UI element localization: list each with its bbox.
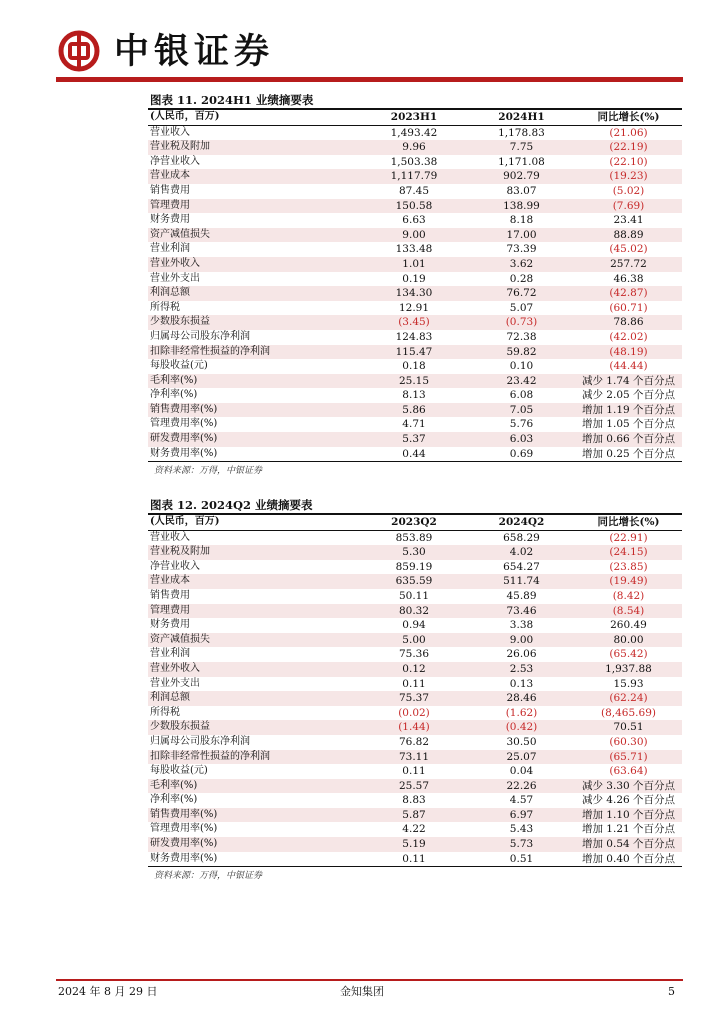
cell-value: 25.07 [468,750,575,765]
cell-value: 76.82 [398,735,430,748]
cell-value: 80.00 [575,633,682,648]
cell-value: 0.10 [509,360,534,373]
row-label: 净营业收入 [150,155,200,167]
row-label: 营业利润 [150,243,190,255]
column-header: 2024H1 [468,110,575,125]
cell-value: 46.38 [613,272,644,285]
cell-value: (0.42) [468,720,575,735]
cell-value: 902.79 [468,169,575,184]
table-row [148,808,682,823]
table-row [148,706,682,721]
cell-value: 5.37 [360,432,468,447]
table-row [148,374,682,389]
cell-value: (62.24) [575,691,682,706]
cell-value: 5.19 [360,837,468,852]
cell-value: 0.51 [509,852,534,865]
footer-date: 2024 年 8 月 29 日 [58,985,158,998]
cell-value: 5.73 [468,837,575,852]
row-label: 每股收益(元) [150,360,208,372]
table-row [148,417,682,432]
cell-value: 78.86 [575,315,682,330]
cell-value: (22.19) [575,140,682,155]
table-row [148,140,682,155]
row-label: 营业外收入 [148,662,360,677]
row-label: 营业成本 [148,574,360,589]
row-label: 财务费用率(%) [150,447,218,459]
table-row [148,589,682,604]
table-row [148,822,682,837]
cell-value: 4.71 [402,418,426,431]
row-label: 管理费用 [148,604,360,619]
cell-value: (22.91) [609,531,648,544]
table-title: 图表 12. 2024Q2 业绩摘要表 [150,498,313,512]
cell-value: 30.50 [506,735,537,748]
row-label: 营业成本 [148,169,360,184]
cell-value: 8.18 [509,214,534,227]
cell-value: 4.57 [509,794,534,807]
table-section-2024h1 [148,92,682,478]
cell-value: (1.44) [360,720,468,735]
table-row [148,691,682,706]
table-section-2024q2 [148,497,682,883]
row-label: 营业收入 [150,126,190,138]
table-row [148,633,682,648]
cell-value: 0.11 [402,852,426,865]
cell-value: 5.76 [509,418,534,431]
cell-value: 859.19 [395,560,433,573]
cell-value: 减少 2.05 个百分点 [581,389,676,402]
cell-value: 6.63 [402,214,426,227]
row-label: 每股收益(元) [150,765,208,777]
row-label: 少数股东损益 [148,315,360,330]
column-header: 2023H1 [360,110,468,125]
cell-value: (1.62) [505,706,538,719]
cell-value: 增加 1.21 个百分点 [581,823,676,836]
cell-value: 0.18 [402,360,426,373]
source-note: 资料来源：万得，中银证券 [154,466,263,477]
cell-value: 0.28 [509,272,534,285]
cell-value: (8.54) [575,604,682,619]
row-label: 归属母公司股东净利润 [150,330,250,342]
cell-value: 87.45 [398,184,430,197]
table-row [148,286,682,301]
column-header: (人民币，百万) [148,515,360,530]
cell-value: 1,171.08 [498,155,545,168]
row-label: 研发费用率(%) [148,837,360,852]
table-row [148,764,682,779]
row-label: 扣除非经常性损益的净利润 [148,750,360,765]
row-label: 净利率(%) [150,389,198,401]
column-header: 同比增长(%) [575,110,682,125]
cell-value: 28.46 [468,691,575,706]
cell-value: 1,937.88 [575,662,682,677]
cell-value: 115.47 [360,345,468,360]
row-label: 资产减值损失 [148,633,360,648]
cell-value: (65.42) [609,648,648,661]
cell-value: 133.48 [395,243,433,256]
cell-value: 5.86 [360,403,468,418]
cell-value: 25.15 [360,374,468,389]
cell-value: (8,465.69) [601,706,656,719]
cell-value: 减少 4.26 个百分点 [581,794,676,807]
cell-value: 50.11 [398,589,430,602]
column-header: 2023Q2 [360,515,468,530]
table-row [148,574,682,589]
column-header: 同比增长(%) [575,515,682,530]
cell-value: 26.06 [506,648,537,661]
table-row [148,530,682,545]
cell-value: 5.07 [509,301,534,314]
cell-value: 76.72 [468,286,575,301]
row-label: 归属母公司股东净利润 [150,735,250,747]
cell-value: 12.91 [398,301,430,314]
row-label: 销售费用率(%) [148,403,360,418]
table-title: 图表 11. 2024H1 业绩摘要表 [150,93,314,107]
cell-value: 减少 3.30 个百分点 [575,779,682,794]
row-label: 净营业收入 [150,560,200,572]
cell-value: 5.00 [360,633,468,648]
cell-value: (21.06) [609,126,648,139]
row-label: 财务费用 [150,214,190,226]
cell-value: 80.32 [360,604,468,619]
cell-value: 增加 0.54 个百分点 [575,837,682,852]
row-label: 利润总额 [148,691,360,706]
table-header-row [148,110,682,125]
row-label: 毛利率(%) [148,374,360,389]
row-label: 管理费用率(%) [150,823,218,835]
cell-value: 0.19 [402,272,426,285]
table-row [148,852,682,867]
cell-value: 0.44 [402,447,426,460]
table-row [148,837,682,852]
table-row [148,720,682,735]
row-label: 营业利润 [150,648,190,660]
cell-value: (44.44) [609,360,648,373]
cell-value: 增加 1.10 个百分点 [575,808,682,823]
cell-value: 6.08 [509,389,534,402]
table-row [148,213,682,228]
table-row [148,447,682,462]
cell-value: (7.69) [575,199,682,214]
table-row [148,272,682,287]
cell-value: (19.23) [575,169,682,184]
cell-value: 9.00 [360,228,468,243]
cell-value: (23.85) [609,560,648,573]
cell-value: 73.39 [506,243,537,256]
cell-value: 134.30 [360,286,468,301]
cell-value: 5.30 [360,545,468,560]
cell-value: 25.57 [360,779,468,794]
cell-value: 增加 1.19 个百分点 [575,403,682,418]
table-row [148,242,682,257]
row-label: 营业外支出 [150,272,200,284]
table-row [148,330,682,345]
cell-value: 增加 0.40 个百分点 [581,852,676,865]
cell-value: 17.00 [468,228,575,243]
cell-value: 5.43 [509,823,534,836]
row-label: 毛利率(%) [148,779,360,794]
cell-value: 1,503.38 [390,155,438,168]
cell-value: (63.64) [609,765,648,778]
table-bottom-rule [148,866,682,867]
footer-company: 金知集团 [340,985,384,998]
cell-value: 138.99 [468,199,575,214]
cell-value: 0.04 [509,765,534,778]
row-label: 少数股东损益 [148,720,360,735]
cell-value: 减少 1.74 个百分点 [575,374,682,389]
cell-value: (60.71) [609,301,648,314]
cell-value: 0.69 [509,447,534,460]
cell-value: 1.01 [360,257,468,272]
cell-value: 7.75 [468,140,575,155]
table-row [148,662,682,677]
cell-value: 8.13 [402,389,426,402]
cell-value: 0.94 [402,619,426,632]
row-label: 利润总额 [148,286,360,301]
row-label: 资产减值损失 [148,228,360,243]
cell-value: 2.53 [468,662,575,677]
table-row [148,793,682,808]
cell-value: 3.38 [509,619,534,632]
table-row [148,359,682,374]
row-label: 营业税及附加 [148,545,360,560]
table-header-row [148,515,682,530]
table-row [148,403,682,418]
row-label: 营业外支出 [150,677,200,689]
table-row [148,647,682,662]
row-label: 扣除非经常性损益的净利润 [148,345,360,360]
cell-value: 9.00 [468,633,575,648]
cell-value: 83.07 [506,184,537,197]
cell-value: 1,178.83 [498,126,545,139]
table-row [148,301,682,316]
row-label: 销售费用率(%) [148,808,360,823]
cell-value: 增加 0.25 个百分点 [581,447,676,460]
cell-value: (3.45) [360,315,468,330]
table-row [148,560,682,575]
cell-value: (24.15) [575,545,682,560]
cell-value: (8.42) [612,589,645,602]
row-label: 营业收入 [150,531,190,543]
cell-value: 73.46 [468,604,575,619]
column-header: 2024Q2 [468,515,575,530]
cell-value: 73.11 [360,750,468,765]
cell-value: (65.71) [575,750,682,765]
cell-value: 5.87 [360,808,468,823]
header-rule [56,77,683,82]
cell-value: 511.74 [468,574,575,589]
table-row [148,604,682,619]
cell-value: 23.42 [468,374,575,389]
cell-value: 72.38 [506,330,537,343]
table-row [148,750,682,765]
cell-value: 70.51 [575,720,682,735]
row-label: 财务费用率(%) [150,852,218,864]
cell-value: 6.97 [468,808,575,823]
cell-value: (48.19) [575,345,682,360]
cell-value: 6.03 [468,432,575,447]
table-row [148,388,682,403]
cell-value: (5.02) [612,184,645,197]
cell-value: 7.05 [468,403,575,418]
table-row [148,618,682,633]
table-row [148,155,682,170]
cell-value: 0.13 [509,677,534,690]
row-label: 所得税 [150,301,180,313]
table-row [148,169,682,184]
cell-value: 124.83 [395,330,433,343]
cell-value: 1,493.42 [390,126,438,139]
cell-value: 88.89 [575,228,682,243]
bank-of-china-logo-icon [58,30,100,72]
cell-value: 635.59 [360,574,468,589]
cell-value: 853.89 [395,531,433,544]
table-row [148,125,682,140]
column-header: (人民币，百万) [148,110,360,125]
brand-name: 中银证券 [114,31,275,72]
cell-value: 260.49 [610,619,647,632]
cell-value: (0.73) [468,315,575,330]
row-label: 所得税 [150,706,180,718]
table-row [148,315,682,330]
row-label: 管理费用率(%) [150,418,218,430]
row-label: 销售费用 [150,589,190,601]
cell-value: 0.12 [360,662,468,677]
page-number: 5 [668,985,675,998]
row-label: 营业税及附加 [148,140,360,155]
cell-value: 8.83 [402,794,426,807]
cell-value: 0.11 [402,677,426,690]
table-row [148,545,682,560]
cell-value: 4.22 [402,823,426,836]
source-note: 资料来源：万得，中银证券 [154,871,263,882]
cell-value: 3.62 [468,257,575,272]
table-bottom-rule [148,461,682,462]
cell-value: (22.10) [609,155,648,168]
table-row [148,199,682,214]
table-row [148,432,682,447]
table-row [148,677,682,692]
row-label: 营业外收入 [148,257,360,272]
row-label: 研发费用率(%) [148,432,360,447]
table-row [148,184,682,199]
table-row [148,779,682,794]
row-label: 净利率(%) [150,794,198,806]
summary-table-2024q2 [148,515,682,866]
cell-value: 59.82 [468,345,575,360]
cell-value: 75.37 [360,691,468,706]
row-label: 财务费用 [150,619,190,631]
cell-value: 1,117.79 [360,169,468,184]
cell-value: (42.02) [609,330,648,343]
cell-value: (42.87) [575,286,682,301]
cell-value: 45.89 [506,589,537,602]
table-row [148,257,682,272]
cell-value: 0.11 [402,765,426,778]
cell-value: 22.26 [468,779,575,794]
cell-value: (45.02) [609,243,648,256]
cell-value: (60.30) [609,735,648,748]
cell-value: 9.96 [360,140,468,155]
table-row [148,735,682,750]
cell-value: 15.93 [613,677,644,690]
cell-value: 654.27 [503,560,540,573]
cell-value: (19.49) [575,574,682,589]
table-row [148,228,682,243]
cell-value: 4.02 [468,545,575,560]
cell-value: 150.58 [360,199,468,214]
cell-value: 658.29 [503,531,540,544]
row-label: 销售费用 [150,184,190,196]
cell-value: 增加 1.05 个百分点 [581,418,676,431]
summary-table-2024h1 [148,110,682,461]
table-row [148,345,682,360]
cell-value: (0.02) [398,706,430,719]
cell-value: 增加 0.66 个百分点 [575,432,682,447]
cell-value: 75.36 [398,648,430,661]
cell-value: 23.41 [613,214,644,227]
row-label: 管理费用 [148,199,360,214]
cell-value: 257.72 [575,257,682,272]
footer-rule [56,979,683,981]
